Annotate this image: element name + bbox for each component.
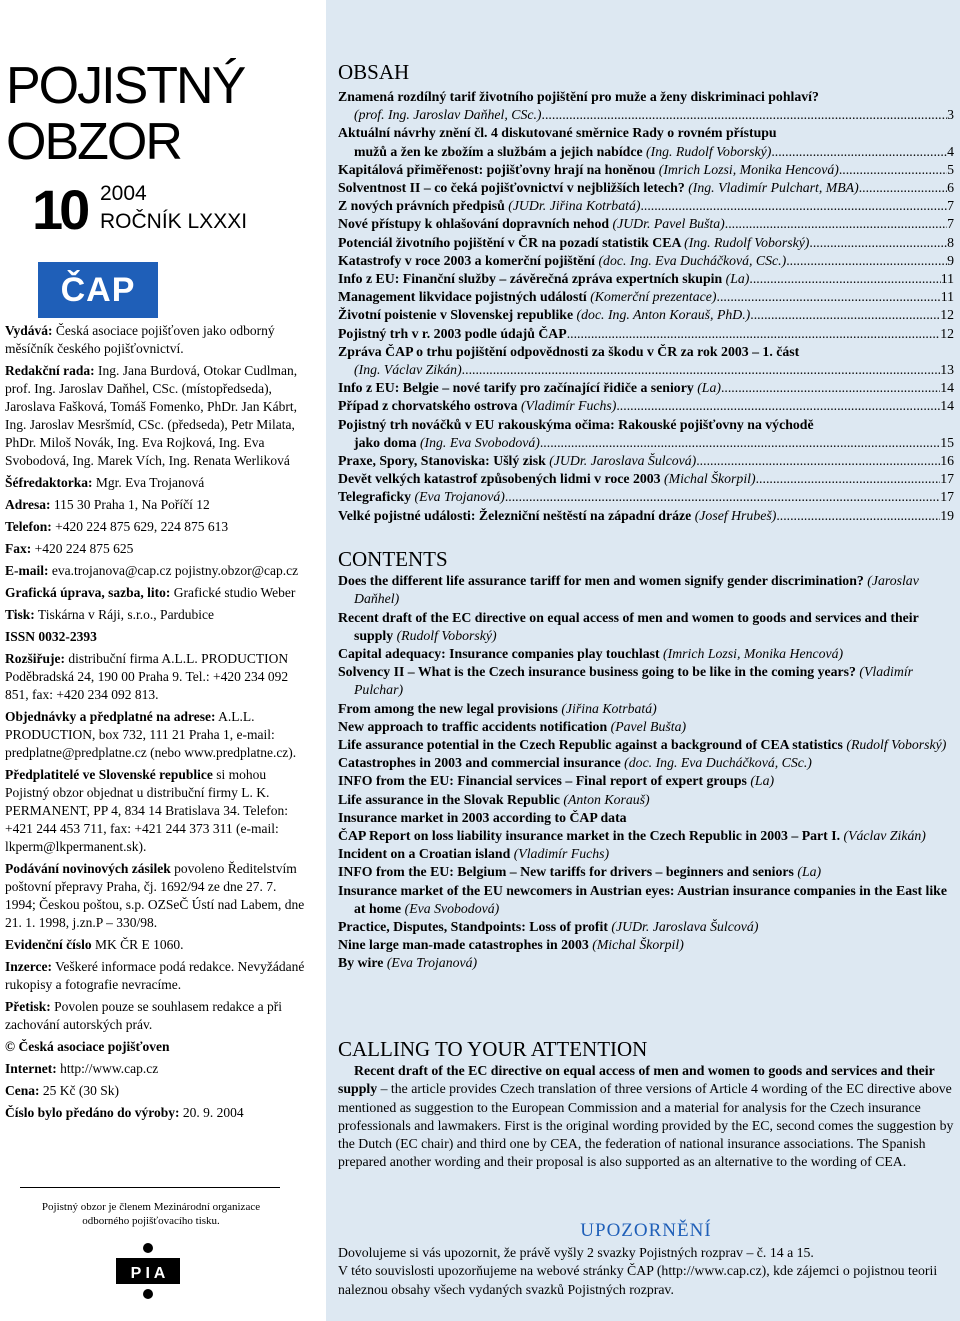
masthead-item: Podávání novinových zásilek povoleno Ředitelstvím poštovní přepravy Praha, čj. 1692/94 ze dne 27. 7. 1994; Českou poštou, s.p. OZSeČ Ústí nad Labem, dne 21. 1. 1998, j.zn.P – 330/98. [5,861,305,930]
toc-entry: Praxe, Spory, Stanoviska: Ušlý zisk (JUDr. Jaroslava Šulcová) ..... 16 [338,452,954,470]
toc-page-number: 13 [940,362,954,378]
toc-entry: Management likvidace pojistných událostí (Komerční prezentace) ..... 11 [338,288,954,306]
toc-page-number: 12 [940,325,954,341]
attention-section [338,1037,954,1171]
toc-page-number: 9 [947,252,954,268]
toc-entry: Nové přístupy k ohlašování dopravních nehod (JUDr. Pavel Bušta) ..... 7 [338,215,954,233]
upozorneni-section [338,1222,954,1299]
toc-entry: jako doma (Ing. Eva Svobodová) ..... 15 [338,434,954,452]
toc-entry: Kapitálová přiměřenost: pojišťovny hrají na honěnou (Imrich Lozsi, Monika Hencová) ..... 5 [338,161,954,179]
toc-page-number: 12 [940,307,954,323]
contents-entry: Does the different life assurance tariff for men and women signify gender discrimination? (Jaroslav Daňhel) [338,573,919,607]
masthead-item: E-mail: eva.trojanova@cap.cz pojistny.obzor@cap.cz [5,563,299,578]
toc-page-number: 19 [940,507,954,523]
masthead-item: © Česká asociace pojišťoven [5,1039,170,1054]
contents-section [338,547,954,973]
masthead-item: Grafická úprava, sazba, lito: Grafické studio Weber [5,585,296,600]
toc-page-number: 14 [940,398,954,414]
masthead-item: Objednávky a předplatné na adrese: A.L.L. PRODUCTION, box 732, 111 21 Praha 1, e-mail: predplatne@predplatne.cz (nebo www.predplatne.cz). [5,709,297,760]
masthead-item: Číslo bylo předáno do výroby: 20. 9. 2004 [5,1105,244,1120]
masthead-item: ISSN 0032-2393 [5,629,97,644]
toc-entry: (Ing. Václav Zikán) ..... 13 [338,361,954,379]
toc-page-number: 5 [947,161,954,177]
contents-entry: Life assurance potential in the Czech Republic against a background of CEA statistics (Rudolf Voborský) [338,737,947,753]
contents-entry: New approach to traffic accidents notification (Pavel Bušta) [338,718,687,734]
obsah-heading: OBSAH [338,60,410,84]
masthead-item: Fax: +420 224 875 625 [5,541,134,556]
pia-logo-icon [108,1240,188,1300]
masthead-item: Vydává: Česká asociace pojišťoven jako odborný měsíčník českého pojišťovnictví. [5,323,275,356]
masthead-item: Šéfredaktorka: Mgr. Eva Trojanová [5,475,205,490]
member-note: Pojistný obzor je členem Mezinárodní organizace odborného pojišťovacího tisku. [41,1201,261,1227]
cap-logo: ČAP [38,262,158,318]
masthead-item: Evidenční číslo MK ČR E 1060. [5,937,184,952]
toc-page-number: 6 [947,180,954,196]
toc-entry: Devět velkých katastrof způsobených lidmi v roce 2003 (Michal Škorpil) ..... 17 [338,470,954,488]
toc-page-number: 4 [947,143,954,159]
contents-entry: Insurance market of the EU newcomers in Austrian eyes: Austrian insurance companies in the East like at home (Eva Svobodová) [338,882,947,916]
issue-volume: ROČNÍK LXXXI [100,210,248,233]
contents-heading: CONTENTS [338,547,448,571]
masthead-item: Inzerce: Veškeré informace podá redakce. Nevyžádané rukopisy a fotografie nevracíme. [5,959,305,992]
contents-entry: Solvency II – What is the Czech insurance business going to be like in the coming years? (Vladimír Pulchar) [338,664,914,698]
toc-entry: Životní poistenie v Slovenskej republike (doc. Ing. Anton Korauš, PhD.) ..... 12 [338,306,954,324]
toc-page-number: 14 [940,380,954,396]
toc-entry: Solventnost II – co čeká pojišťovnictví v nejbližších letech? (Ing. Vladimír Pulchart, MBA) ..... 6 [338,179,954,197]
toc-page-number: 8 [947,234,954,250]
toc-entry: Pojistný trh v r. 2003 podle údajů ČAP ..... 12 [338,325,954,343]
magazine-title: POJISTNÝ OBZOR [6,57,245,171]
toc-entry: (prof. Ing. Jaroslav Daňhel, CSc.) ..... 3 [338,106,954,124]
issue-year: 2004 [100,182,147,205]
masthead-item: Předplatitelé ve Slovenské republice si mohou Pojistný obzor objednat u distribuční firmy L. K. PERMANENT, PP 4, 834 14 Bratislava 34. Telefon: +421 244 453 711, fax: +421 244 373 311 (e-mail: lkperm@lkpermanent.sk). [5,767,289,854]
contents-entry: Capital adequacy: Insurance companies play touchlast (Imrich Lozsi, Monika Hencová) [338,646,844,662]
masthead-item: Rozšiřuje: distribuční firma A.L.L. PRODUCTION Poděbradská 24, 190 00 Praha 9. Tel.: +420 234 092 851, fax: +420 234 092 813. [5,651,289,702]
sidebar [0,0,318,1321]
toc-page-number: 7 [947,198,954,214]
toc-entry: Aktuální návrhy znění čl. 4 diskutované směrnice Rady o rovném přístupu [338,125,777,141]
toc-entry: Zpráva ČAP o trhu pojištění odpovědnosti za škodu v ČR za rok 2003 – 1. část [338,343,800,359]
contents-entry: From among the new legal provisions (Jiřina Kotrbatá) [338,700,657,716]
masthead-item: Tisk: Tiskárna v Ráji, s.r.o., Pardubice [5,607,215,622]
upozorneni-p2: V této souvislosti upozorňujeme na webové stránky ČAP (http://www.cap.cz), kde zájemci o pojistnou teorii naleznou obsahy všech vydaných svazků Pojistných rozprav. [338,1263,938,1297]
contents-panel [326,0,960,1321]
toc-page-number: 17 [940,489,954,505]
contents-entry: ČAP Report on loss liability insurance market in the Czech Republic in 2003 – Part I. (Václav Zikán) [338,828,926,844]
toc-page-number: 3 [947,107,954,123]
svg-text:P I A: P I A [130,1265,166,1282]
toc-page-number: 11 [940,289,954,305]
masthead-item: Internet: http://www.cap.cz [5,1061,159,1076]
masthead-item: Redakční rada: Ing. Jana Burdová, Otokar Cudlman, prof. Ing. Jaroslav Daňhel, CSc. (místopředseda), Jaroslava Fašková, Tomáš Fomenko, PhDr. Jan Kábrt, Ing. Jaroslav Mesršmíd, CSc. (předseda), Petr Milata, PhDr. Miloš Novák, Ing. Eva Rojková, Ing. Eva Svobodová, Ing. Marek Vích, Ing. Renata Werliková [5,363,298,468]
issue-number: 10 [32,178,87,241]
contents-entry: Incident on a Croatian island (Vladimír Fuchs) [338,846,610,862]
contents-entry: Catastrophes in 2003 and commercial insurance (doc. Ing. Eva Ducháčková, CSc.) [338,755,812,771]
attention-text: Recent draft of the EC directive on equal access of men and women to goods and services and their supply – the article provides Czech translation of three versions of Article 4 wording of the EC directive above mentioned as suggestion to the European Commission and a material for analysis for the Czech insurance professionals and lawmakers. First is the original wording provided by the EC, second comes the suggestion by the Dutch (EC chair) and third one by CEA, the federation of national insurance associations. The Spanish prepared another wording and their proposal is also supported as an alternative to the wording of CEA. [338,1063,954,1170]
contents-entry: Recent draft of the EC directive on equal access of men and women to goods and services and their supply (Rudolf Voborský) [338,609,919,643]
toc-page-number: 15 [940,434,954,450]
contents-entry: Insurance market in 2003 according to ČAP data [338,809,627,825]
toc-entry: Velké pojistné události: Železniční neštěstí na západní dráze (Josef Hrubeš) ..... 19 [338,507,954,525]
toc-entry: Info z EU: Finanční služby – závěrečná zpráva expertních skupin (La) ..... 11 [338,270,954,288]
toc-entry: Pojistný trh nováčků v EU rakouskýma očima: Rakouské pojišťovny na východě [338,416,814,432]
toc-entry: Z nových právních předpisů (JUDr. Jiřina Kotrbatá) ..... 7 [338,197,954,215]
toc-entry: Katastrofy v roce 2003 a komerční pojištění (doc. Ing. Eva Ducháčková, CSc.) ..... 9 [338,252,954,270]
contents-entry: By wire (Eva Trojanová) [338,955,478,971]
upozorneni-p1: Dovolujeme si vás upozornit, že právě vyšly 2 svazky Pojistných rozprav – č. 14 a 15. [338,1245,814,1261]
toc-entry: Telegraficky (Eva Trojanová) ..... 17 [338,488,954,506]
masthead-item: Adresa: 115 30 Praha 1, Na Poříčí 12 [5,497,210,512]
toc-entry: Info z EU: Belgie – nové tarify pro začínající řidiče a seniory (La) ..... 14 [338,379,954,397]
toc-page-number: 16 [940,453,954,469]
masthead-item: Telefon: +420 224 875 629, 224 875 613 [5,519,229,534]
toc-entry: Případ z chorvatského ostrova (Vladimír Fuchs) ..... 14 [338,397,954,415]
masthead [5,322,305,1126]
divider [20,1187,280,1188]
masthead-item: Přetisk: Povolen pouze se souhlasem redakce a při zachování autorských práv. [5,999,283,1032]
contents-list [338,572,954,972]
toc-page-number: 7 [947,216,954,232]
toc-page-number: 11 [940,271,954,287]
toc-entry: Potenciál životního pojištění v ČR na pozadí statistik CEA (Ing. Rudolf Voborský) ..... 8 [338,234,954,252]
toc-entry: mužů a žen ke zbožím a službám a jejich nabídce (Ing. Rudolf Voborský) ..... 4 [338,143,954,161]
contents-entry: INFO from the EU: Belgium – New tariffs for drivers – beginners and seniors (La) [338,864,822,880]
contents-entry: Nine large man-made catastrophes in 2003 (Michal Škorpil) [338,937,684,953]
obsah-list [338,88,954,525]
masthead-item: Cena: 25 Kč (30 Sk) [5,1083,119,1098]
upozorneni-heading: UPOZORNĚNÍ [580,1220,712,1241]
attention-heading: CALLING TO YOUR ATTENTION [338,1037,648,1061]
contents-entry: INFO from the EU: Financial services – Final report of expert groups (La) [338,773,775,789]
obsah-section [338,60,954,525]
contents-entry: Practice, Disputes, Standpoints: Loss of profit (JUDr. Jaroslava Šulcová) [338,919,759,935]
toc-page-number: 17 [940,471,954,487]
contents-entry: Life assurance in the Slovak Republic (Anton Korauš) [338,791,650,807]
toc-entry: Znamená rozdílný tarif životního pojištění pro muže a ženy diskriminaci pohlaví? [338,89,819,104]
